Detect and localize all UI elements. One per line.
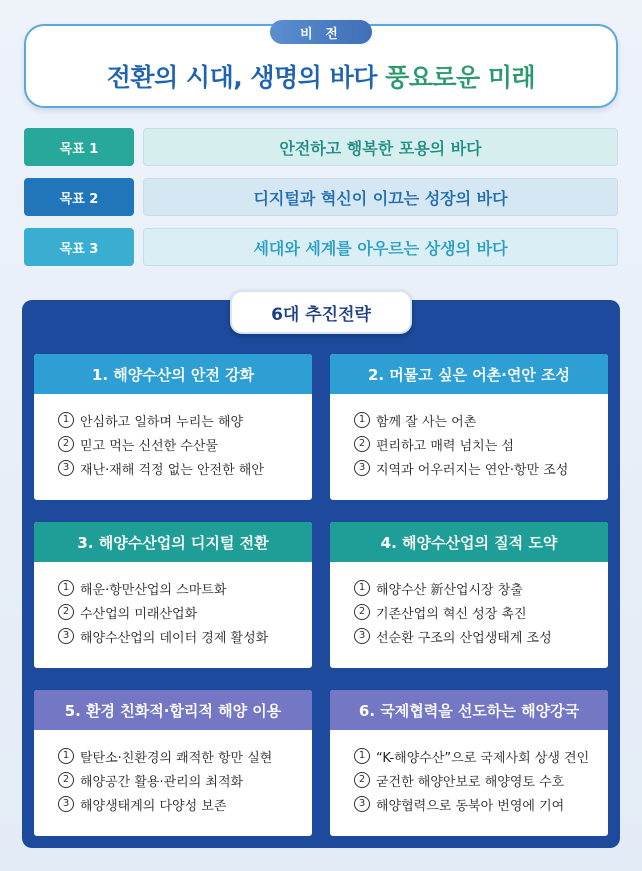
strategy-card-title: 6. 국제협력을 선도하는 해양강국: [330, 690, 608, 730]
goal-label-2: 목표 2: [24, 178, 134, 216]
circled-number-icon: 1: [354, 580, 370, 596]
circled-number-icon: 1: [354, 412, 370, 428]
list-item: [58, 432, 312, 456]
vision-tag: 비 전: [270, 20, 372, 44]
goal-text-3: 세대와 세계를 아우르는 상생의 바다: [143, 228, 618, 266]
goal-row-2: [24, 178, 618, 216]
list-item-text: 해운·항만산업의 스마트화: [80, 582, 227, 598]
goal-text-1: 안전하고 행복한 포용의 바다: [143, 128, 618, 166]
goal-text-2: 디지털과 혁신이 이끄는 성장의 바다: [143, 178, 618, 216]
circled-number-icon: 3: [58, 796, 74, 812]
circled-number-icon: 2: [354, 604, 370, 620]
circled-number-icon: 3: [354, 460, 370, 476]
list-item-text: 안심하고 일하며 누리는 해양: [80, 414, 244, 430]
list-item: [58, 408, 312, 432]
strategy-card-title: 1. 해양수산의 안전 강화: [34, 354, 312, 394]
list-item-text: 수산업의 미래산업화: [80, 606, 198, 622]
circled-number-icon: 3: [58, 628, 74, 644]
circled-number-icon: 2: [58, 436, 74, 452]
goal-row-1: [24, 128, 618, 166]
strategy-card-list: [34, 394, 312, 480]
list-item: [58, 744, 312, 768]
circled-number-icon: 3: [354, 628, 370, 644]
list-item: [354, 576, 608, 600]
circled-number-icon: 1: [58, 748, 74, 764]
list-item: [58, 768, 312, 792]
vision-title-highlight: 풍요로운 미래: [385, 63, 536, 92]
strategy-card-title: 5. 환경 친화적·합리적 해양 이용: [34, 690, 312, 730]
strategy-card-5: [34, 690, 312, 836]
list-item-text: 기존산업의 혁신 성장 촉진: [376, 606, 527, 622]
list-item: [354, 432, 608, 456]
list-item-text: “K-해양수산”으로 국제사회 상생 견인: [376, 750, 590, 766]
strategy-card-list: [330, 730, 608, 816]
strategy-header: 6대 추진전략: [230, 290, 412, 334]
vision-title-main: 전환의 시대, 생명의 바다: [106, 63, 386, 92]
list-item: [58, 456, 312, 480]
circled-number-icon: 3: [354, 796, 370, 812]
list-item-text: 선순환 구조의 산업생태계 조성: [376, 630, 552, 646]
list-item: [354, 768, 608, 792]
goal-row-3: [24, 228, 618, 266]
strategy-card-title: 3. 해양수산업의 디지털 전환: [34, 522, 312, 562]
strategy-card-2: [330, 354, 608, 500]
list-item: [58, 576, 312, 600]
list-item-text: 해양수산 新산업시장 창출: [376, 582, 523, 598]
list-item-text: 탈탄소·친환경의 쾌적한 항만 실현: [80, 750, 273, 766]
strategy-card-list: [330, 394, 608, 480]
list-item: [354, 624, 608, 648]
goal-label-1: 목표 1: [24, 128, 134, 166]
list-item-text: 해양공간 활용·관리의 최적화: [80, 774, 244, 790]
list-item: [58, 792, 312, 816]
strategy-card-6: [330, 690, 608, 836]
strategy-card-title: 2. 머물고 싶은 어촌·연안 조성: [330, 354, 608, 394]
circled-number-icon: 1: [58, 580, 74, 596]
circled-number-icon: 2: [58, 772, 74, 788]
strategy-card-list: [34, 730, 312, 816]
list-item: [354, 600, 608, 624]
strategy-card-list: [330, 562, 608, 648]
circled-number-icon: 2: [354, 772, 370, 788]
circled-number-icon: 2: [58, 604, 74, 620]
circled-number-icon: 2: [354, 436, 370, 452]
list-item-text: 함께 잘 사는 어촌: [376, 414, 477, 430]
list-item-text: 편리하고 매력 넘치는 섬: [376, 438, 514, 454]
list-item: [354, 792, 608, 816]
list-item: [58, 600, 312, 624]
circled-number-icon: 1: [354, 748, 370, 764]
strategy-card-title: 4. 해양수산업의 질적 도약: [330, 522, 608, 562]
list-item: [354, 408, 608, 432]
strategy-card-1: [34, 354, 312, 500]
circled-number-icon: 3: [58, 460, 74, 476]
list-item: [354, 744, 608, 768]
list-item-text: 해양협력으로 동북아 번영에 기여: [376, 798, 565, 814]
list-item: [354, 456, 608, 480]
circled-number-icon: 1: [58, 412, 74, 428]
list-item-text: 재난·재해 걱정 없는 안전한 해안: [80, 462, 264, 478]
list-item-text: 굳건한 해양안보로 해양영토 수호: [376, 774, 565, 790]
list-item-text: 해양생태계의 다양성 보존: [80, 798, 227, 814]
list-item-text: 해양수산업의 데이터 경제 활성화: [80, 630, 269, 646]
list-item-text: 믿고 먹는 신선한 수산물: [80, 438, 218, 454]
strategy-card-3: [34, 522, 312, 668]
list-item: [58, 624, 312, 648]
vision-title: [26, 58, 616, 94]
goal-label-3: 목표 3: [24, 228, 134, 266]
list-item-text: 지역과 어우러지는 연안·항만 조성: [376, 462, 569, 478]
strategy-card-4: [330, 522, 608, 668]
strategy-card-list: [34, 562, 312, 648]
